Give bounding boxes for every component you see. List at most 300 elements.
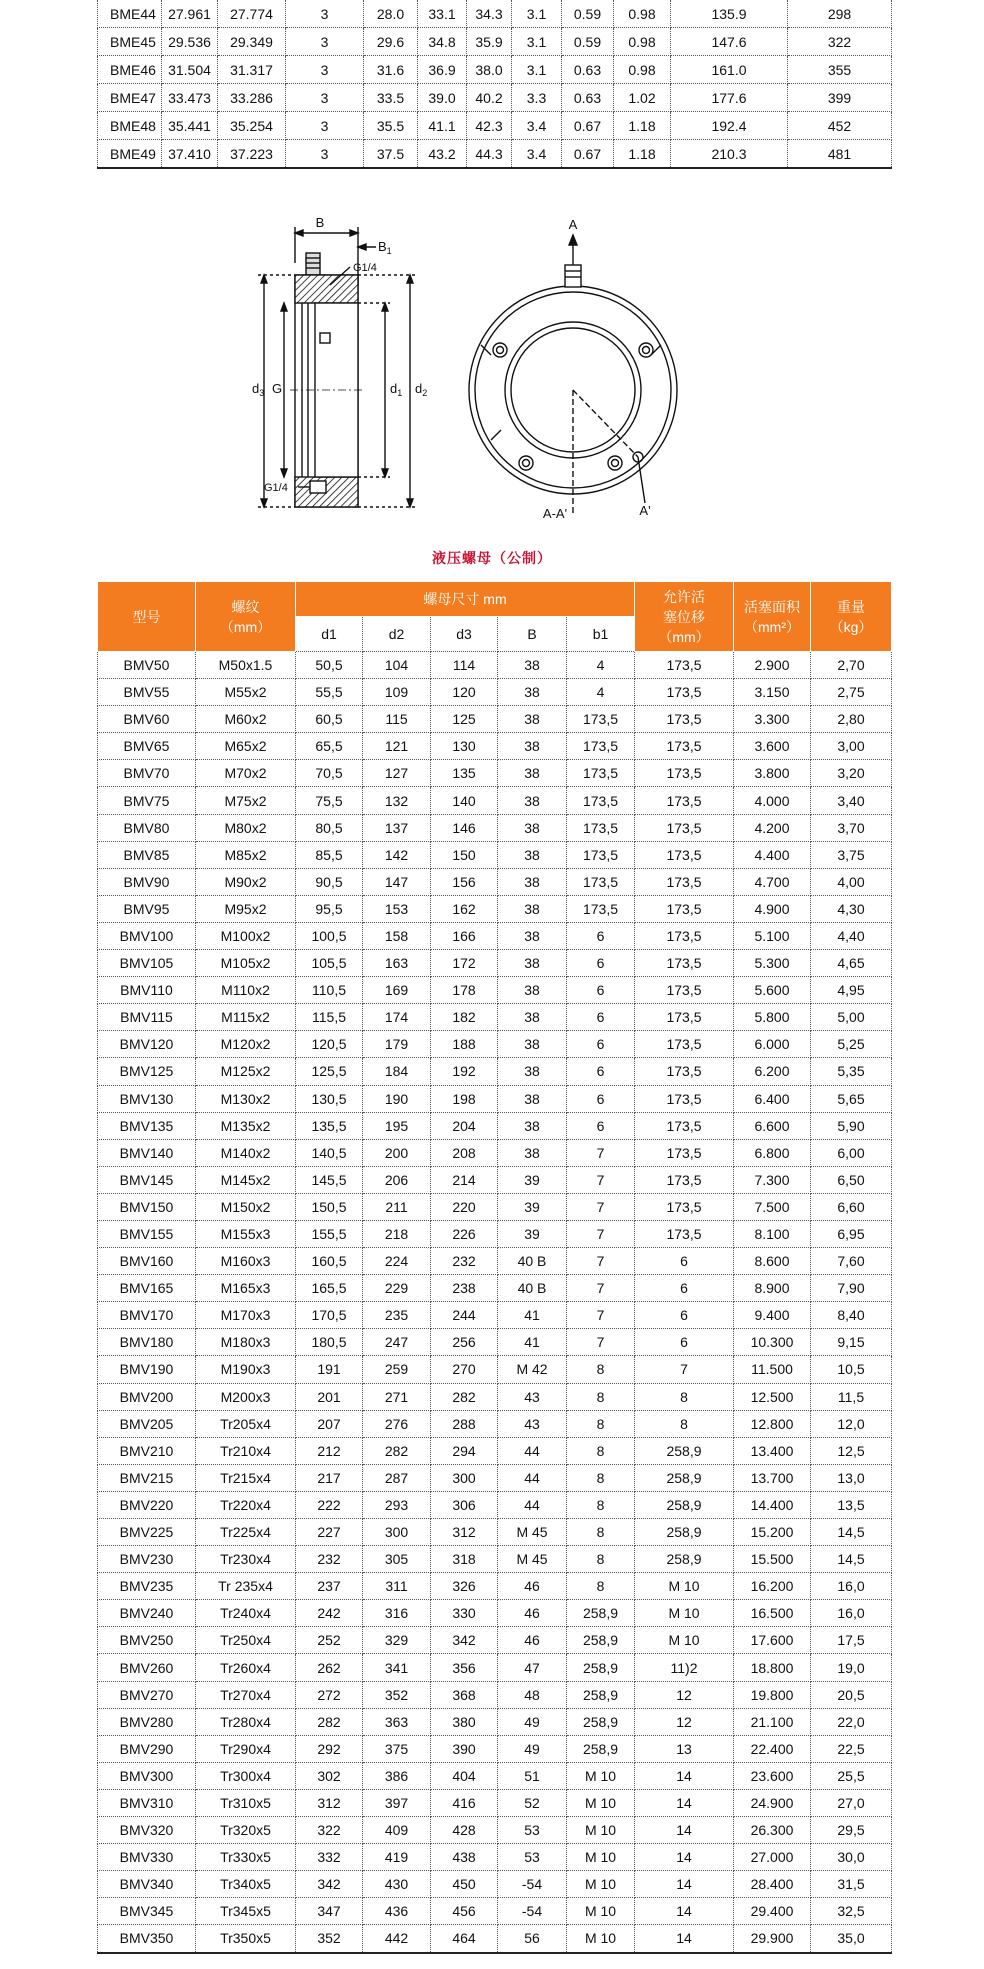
header-nut-size-group: 螺母尺寸 mm xyxy=(296,582,635,617)
value-cell: 173,5 xyxy=(635,1220,734,1247)
value-cell: 201 xyxy=(296,1383,363,1410)
value-cell: 3 xyxy=(286,28,364,56)
value-cell: 173,5 xyxy=(635,760,734,787)
value-cell: 14.400 xyxy=(734,1491,811,1518)
model-cell: BMV145 xyxy=(98,1166,196,1193)
value-cell: 3.1 xyxy=(512,0,562,28)
value-cell: 0.98 xyxy=(614,28,671,56)
value-cell: 195 xyxy=(363,1112,431,1139)
value-cell: 0.59 xyxy=(562,28,614,56)
value-cell: 7 xyxy=(567,1193,635,1220)
value-cell: 33.1 xyxy=(418,0,467,28)
value-cell: 165,5 xyxy=(296,1275,363,1302)
value-cell: 428 xyxy=(431,1817,498,1844)
value-cell: 130 xyxy=(431,733,498,760)
value-cell: 40.2 xyxy=(467,84,512,112)
value-cell: 33.286 xyxy=(218,84,286,112)
value-cell: 38 xyxy=(498,977,567,1004)
value-cell: M 42 xyxy=(498,1356,567,1383)
model-cell: BMV280 xyxy=(98,1708,196,1735)
value-cell: 4.200 xyxy=(734,814,811,841)
value-cell: 282 xyxy=(363,1437,431,1464)
value-cell: 173,5 xyxy=(635,977,734,1004)
value-cell: 38 xyxy=(498,706,567,733)
value-cell: 38 xyxy=(498,760,567,787)
value-cell: 38 xyxy=(498,1031,567,1058)
value-cell: M50x1.5 xyxy=(196,652,296,679)
value-cell: M105x2 xyxy=(196,950,296,977)
value-cell: 330 xyxy=(431,1600,498,1627)
table-row xyxy=(98,1627,892,1654)
model-cell: BMV125 xyxy=(98,1058,196,1085)
value-cell: 41.1 xyxy=(418,112,467,140)
model-cell: BMV80 xyxy=(98,814,196,841)
value-cell: 23.600 xyxy=(734,1762,811,1789)
value-cell: 7.500 xyxy=(734,1193,811,1220)
value-cell: 3,20 xyxy=(811,760,892,787)
value-cell: 35.441 xyxy=(162,112,218,140)
value-cell: Tr260x4 xyxy=(196,1654,296,1681)
value-cell: 342 xyxy=(431,1627,498,1654)
value-cell: Tr220x4 xyxy=(196,1491,296,1518)
value-cell: Tr340x5 xyxy=(196,1871,296,1898)
value-cell: 3.300 xyxy=(734,706,811,733)
value-cell: 302 xyxy=(296,1762,363,1789)
value-cell: 386 xyxy=(363,1762,431,1789)
value-cell: M160x3 xyxy=(196,1248,296,1275)
bme-table-body xyxy=(98,0,892,168)
value-cell: 282 xyxy=(296,1708,363,1735)
table-row xyxy=(98,1817,892,1844)
value-cell: 214 xyxy=(431,1166,498,1193)
value-cell: 355 xyxy=(788,56,892,84)
value-cell: 258,9 xyxy=(567,1654,635,1681)
value-cell: 13.700 xyxy=(734,1464,811,1491)
value-cell: 9.400 xyxy=(734,1302,811,1329)
value-cell: Tr230x4 xyxy=(196,1546,296,1573)
value-cell: 38 xyxy=(498,1085,567,1112)
model-cell: BMV130 xyxy=(98,1085,196,1112)
value-cell: M70x2 xyxy=(196,760,296,787)
value-cell: 5,00 xyxy=(811,1004,892,1031)
value-cell: 5.300 xyxy=(734,950,811,977)
value-cell: 0.59 xyxy=(562,0,614,28)
value-cell: 104 xyxy=(363,652,431,679)
label-g14-top: G1/4 xyxy=(353,262,377,274)
value-cell: 46 xyxy=(498,1573,567,1600)
value-cell: 258,9 xyxy=(567,1708,635,1735)
value-cell: 8 xyxy=(567,1437,635,1464)
value-cell: M 10 xyxy=(567,1871,635,1898)
value-cell: 178 xyxy=(431,977,498,1004)
value-cell: 49 xyxy=(498,1708,567,1735)
value-cell: 173,5 xyxy=(567,733,635,760)
value-cell: 190 xyxy=(363,1085,431,1112)
value-cell: 0.67 xyxy=(562,112,614,140)
value-cell: M170x3 xyxy=(196,1302,296,1329)
model-cell: BMV300 xyxy=(98,1762,196,1789)
value-cell: 173,5 xyxy=(635,787,734,814)
value-cell: 121 xyxy=(363,733,431,760)
value-cell: 8.100 xyxy=(734,1220,811,1247)
value-cell: 3 xyxy=(286,56,364,84)
value-cell: 8 xyxy=(567,1383,635,1410)
value-cell: 173,5 xyxy=(635,1004,734,1031)
value-cell: 7.300 xyxy=(734,1166,811,1193)
value-cell: 5.600 xyxy=(734,977,811,1004)
value-cell: 192 xyxy=(431,1058,498,1085)
value-cell: 137 xyxy=(363,814,431,841)
value-cell: 75,5 xyxy=(296,787,363,814)
label-B: B xyxy=(315,215,325,230)
value-cell: 6.000 xyxy=(734,1031,811,1058)
value-cell: 3.3 xyxy=(512,84,562,112)
bme-spec-table xyxy=(97,0,892,169)
value-cell: M80x2 xyxy=(196,814,296,841)
value-cell: 3 xyxy=(286,84,364,112)
value-cell: 19.800 xyxy=(734,1681,811,1708)
table-row xyxy=(98,760,892,787)
value-cell: 316 xyxy=(363,1600,431,1627)
value-cell: 7 xyxy=(567,1166,635,1193)
value-cell: 38 xyxy=(498,733,567,760)
value-cell: 34.8 xyxy=(418,28,467,56)
value-cell: 3,75 xyxy=(811,841,892,868)
value-cell: 27,0 xyxy=(811,1789,892,1816)
value-cell: 158 xyxy=(363,922,431,949)
value-cell: 6,60 xyxy=(811,1193,892,1220)
value-cell: M 10 xyxy=(567,1898,635,1925)
value-cell: 39.0 xyxy=(418,84,467,112)
value-cell: 3.600 xyxy=(734,733,811,760)
value-cell: 172 xyxy=(431,950,498,977)
table-row xyxy=(98,1139,892,1166)
value-cell: 356 xyxy=(431,1654,498,1681)
value-cell: 332 xyxy=(296,1844,363,1871)
table-row xyxy=(98,1356,892,1383)
value-cell: 5,90 xyxy=(811,1112,892,1139)
value-cell: 125,5 xyxy=(296,1058,363,1085)
table-row xyxy=(98,1654,892,1681)
value-cell: 22,0 xyxy=(811,1708,892,1735)
value-cell: 31.317 xyxy=(218,56,286,84)
value-cell: 100,5 xyxy=(296,922,363,949)
value-cell: 70,5 xyxy=(296,760,363,787)
value-cell: 26.300 xyxy=(734,1817,811,1844)
value-cell: 50,5 xyxy=(296,652,363,679)
value-cell: 14 xyxy=(635,1844,734,1871)
value-cell: M 10 xyxy=(567,1925,635,1953)
model-cell: BMV340 xyxy=(98,1871,196,1898)
value-cell: 8 xyxy=(567,1410,635,1437)
value-cell: 300 xyxy=(431,1464,498,1491)
value-cell: 135.9 xyxy=(671,0,788,28)
value-cell: 208 xyxy=(431,1139,498,1166)
value-cell: 38 xyxy=(498,922,567,949)
value-cell: 3,40 xyxy=(811,787,892,814)
model-cell: BMV345 xyxy=(98,1898,196,1925)
value-cell: 6 xyxy=(567,1112,635,1139)
value-cell: 341 xyxy=(363,1654,431,1681)
value-cell: 114 xyxy=(431,652,498,679)
table-row xyxy=(98,1329,892,1356)
value-cell: 8,40 xyxy=(811,1302,892,1329)
value-cell: M110x2 xyxy=(196,977,296,1004)
value-cell: 218 xyxy=(363,1220,431,1247)
value-cell: 258,9 xyxy=(635,1546,734,1573)
value-cell: 6,00 xyxy=(811,1139,892,1166)
header-piston-area: 活塞面积 （mm²） xyxy=(734,582,811,652)
value-cell: 5,65 xyxy=(811,1085,892,1112)
value-cell: M65x2 xyxy=(196,733,296,760)
value-cell: 16,0 xyxy=(811,1600,892,1627)
model-cell: BMV135 xyxy=(98,1112,196,1139)
bmv-spec-table xyxy=(97,581,892,1954)
label-d1: $d_1$ xyxy=(390,381,403,398)
value-cell: 4,30 xyxy=(811,895,892,922)
value-cell: 14 xyxy=(635,1789,734,1816)
value-cell: 8 xyxy=(567,1356,635,1383)
value-cell: 140,5 xyxy=(296,1139,363,1166)
value-cell: 2,70 xyxy=(811,652,892,679)
value-cell: 322 xyxy=(788,28,892,56)
value-cell: 40 B xyxy=(498,1275,567,1302)
value-cell: 3,70 xyxy=(811,814,892,841)
value-cell: 38 xyxy=(498,895,567,922)
value-cell: 1.18 xyxy=(614,112,671,140)
model-cell: BME44 xyxy=(98,0,162,28)
value-cell: 145,5 xyxy=(296,1166,363,1193)
header-model: 型号 xyxy=(98,582,196,652)
value-cell: 6 xyxy=(635,1302,734,1329)
value-cell: 173,5 xyxy=(635,1031,734,1058)
model-cell: BMV140 xyxy=(98,1139,196,1166)
value-cell: 220 xyxy=(431,1193,498,1220)
value-cell: 6.800 xyxy=(734,1139,811,1166)
value-cell: 32,5 xyxy=(811,1898,892,1925)
value-cell: 305 xyxy=(363,1546,431,1573)
value-cell: 173,5 xyxy=(635,733,734,760)
value-cell: 105,5 xyxy=(296,950,363,977)
value-cell: 229 xyxy=(363,1275,431,1302)
value-cell: 65,5 xyxy=(296,733,363,760)
value-cell: 31.504 xyxy=(162,56,218,84)
value-cell: 173,5 xyxy=(635,841,734,868)
value-cell: 38 xyxy=(498,1112,567,1139)
value-cell: 38 xyxy=(498,679,567,706)
value-cell: 174 xyxy=(363,1004,431,1031)
table-row xyxy=(98,1302,892,1329)
value-cell: 258,9 xyxy=(635,1519,734,1546)
value-cell: 17,5 xyxy=(811,1627,892,1654)
table-row xyxy=(98,1600,892,1627)
value-cell: 2,80 xyxy=(811,706,892,733)
value-cell: M120x2 xyxy=(196,1031,296,1058)
value-cell: 173,5 xyxy=(635,1085,734,1112)
value-cell: 14,5 xyxy=(811,1519,892,1546)
value-cell: 42.3 xyxy=(467,112,512,140)
value-cell: Tr330x5 xyxy=(196,1844,296,1871)
table-row xyxy=(98,706,892,733)
label-g14-bottom: G1/4 xyxy=(264,482,288,494)
value-cell: 292 xyxy=(296,1735,363,1762)
value-cell: 16.200 xyxy=(734,1573,811,1600)
value-cell: 38 xyxy=(498,814,567,841)
value-cell: 120,5 xyxy=(296,1031,363,1058)
value-cell: 282 xyxy=(431,1383,498,1410)
value-cell: 198 xyxy=(431,1085,498,1112)
value-cell: 21.100 xyxy=(734,1708,811,1735)
value-cell: 306 xyxy=(431,1491,498,1518)
value-cell: 173,5 xyxy=(567,787,635,814)
label-A-prime: A' xyxy=(639,503,651,518)
value-cell: 24.900 xyxy=(734,1789,811,1816)
value-cell: 60,5 xyxy=(296,706,363,733)
value-cell: 43 xyxy=(498,1383,567,1410)
value-cell: 35,0 xyxy=(811,1925,892,1953)
value-cell: 294 xyxy=(431,1437,498,1464)
value-cell: 173,5 xyxy=(635,652,734,679)
table-row xyxy=(98,1112,892,1139)
value-cell: 318 xyxy=(431,1546,498,1573)
value-cell: Tr225x4 xyxy=(196,1519,296,1546)
value-cell: 4,40 xyxy=(811,922,892,949)
value-cell: 4,65 xyxy=(811,950,892,977)
value-cell: 8 xyxy=(567,1519,635,1546)
model-cell: BMV95 xyxy=(98,895,196,922)
value-cell: 29.349 xyxy=(218,28,286,56)
table-row xyxy=(98,84,892,112)
value-cell: 3 xyxy=(286,140,364,169)
value-cell: M 10 xyxy=(567,1817,635,1844)
value-cell: 13,5 xyxy=(811,1491,892,1518)
value-cell: 4 xyxy=(567,679,635,706)
value-cell: 29.400 xyxy=(734,1898,811,1925)
value-cell: Tr300x4 xyxy=(196,1762,296,1789)
header-piston-stroke: 允许活 塞位移 （mm） xyxy=(635,582,734,652)
value-cell: 481 xyxy=(788,140,892,169)
value-cell: 7 xyxy=(567,1275,635,1302)
value-cell: -54 xyxy=(498,1871,567,1898)
label-G: G xyxy=(272,381,283,396)
value-cell: 115 xyxy=(363,706,431,733)
table-row xyxy=(98,841,892,868)
table-row xyxy=(98,1871,892,1898)
value-cell: 140 xyxy=(431,787,498,814)
value-cell: Tr280x4 xyxy=(196,1708,296,1735)
value-cell: M150x2 xyxy=(196,1193,296,1220)
value-cell: M190x3 xyxy=(196,1356,296,1383)
value-cell: 4,95 xyxy=(811,977,892,1004)
table-row xyxy=(98,1925,892,1953)
value-cell: 326 xyxy=(431,1573,498,1600)
nut-front-view-drawing xyxy=(455,215,695,525)
value-cell: 147 xyxy=(363,868,431,895)
value-cell: 173,5 xyxy=(635,1112,734,1139)
table-row xyxy=(98,28,892,56)
value-cell: 37.223 xyxy=(218,140,286,169)
model-cell: BMV225 xyxy=(98,1519,196,1546)
value-cell: M140x2 xyxy=(196,1139,296,1166)
value-cell: 3.4 xyxy=(512,112,562,140)
model-cell: BMV65 xyxy=(98,733,196,760)
value-cell: Tr240x4 xyxy=(196,1600,296,1627)
value-cell: 3 xyxy=(286,112,364,140)
value-cell: 287 xyxy=(363,1464,431,1491)
value-cell: 4,00 xyxy=(811,868,892,895)
value-cell: 4.400 xyxy=(734,841,811,868)
table-row xyxy=(98,1708,892,1735)
value-cell: 227 xyxy=(296,1519,363,1546)
value-cell: 35.5 xyxy=(364,112,418,140)
value-cell: 244 xyxy=(431,1302,498,1329)
value-cell: 156 xyxy=(431,868,498,895)
value-cell: 258,9 xyxy=(567,1627,635,1654)
value-cell: Tr345x5 xyxy=(196,1898,296,1925)
value-cell: -54 xyxy=(498,1898,567,1925)
model-cell: BME45 xyxy=(98,28,162,56)
value-cell: 12,0 xyxy=(811,1410,892,1437)
table-row xyxy=(98,56,892,84)
value-cell: 272 xyxy=(296,1681,363,1708)
table-row xyxy=(98,1004,892,1031)
value-cell: 368 xyxy=(431,1681,498,1708)
value-cell: 6.400 xyxy=(734,1085,811,1112)
value-cell: 188 xyxy=(431,1031,498,1058)
value-cell: 293 xyxy=(363,1491,431,1518)
value-cell: 30,0 xyxy=(811,1844,892,1871)
value-cell: 3.150 xyxy=(734,679,811,706)
value-cell: 44 xyxy=(498,1464,567,1491)
value-cell: 182 xyxy=(431,1004,498,1031)
value-cell: M 10 xyxy=(635,1600,734,1627)
value-cell: 416 xyxy=(431,1789,498,1816)
value-cell: 39 xyxy=(498,1220,567,1247)
value-cell: 169 xyxy=(363,977,431,1004)
value-cell: 115,5 xyxy=(296,1004,363,1031)
value-cell: 0.63 xyxy=(562,56,614,84)
value-cell: 298 xyxy=(788,0,892,28)
model-cell: BMV170 xyxy=(98,1302,196,1329)
value-cell: 211 xyxy=(363,1193,431,1220)
value-cell: 130,5 xyxy=(296,1085,363,1112)
model-cell: BMV60 xyxy=(98,706,196,733)
value-cell: 14 xyxy=(635,1898,734,1925)
label-B1: $B_1$ xyxy=(378,239,392,256)
value-cell: 14,5 xyxy=(811,1546,892,1573)
value-cell: 204 xyxy=(431,1112,498,1139)
value-cell: 276 xyxy=(363,1410,431,1437)
model-cell: BMV190 xyxy=(98,1356,196,1383)
value-cell: 17.600 xyxy=(734,1627,811,1654)
value-cell: 135,5 xyxy=(296,1112,363,1139)
value-cell: 29.536 xyxy=(162,28,218,56)
value-cell: 80,5 xyxy=(296,814,363,841)
value-cell: 207 xyxy=(296,1410,363,1437)
value-cell: 28.400 xyxy=(734,1871,811,1898)
value-cell: 22,5 xyxy=(811,1735,892,1762)
value-cell: 27.961 xyxy=(162,0,218,28)
label-d3: $d_3$ xyxy=(252,381,265,398)
value-cell: Tr350x5 xyxy=(196,1925,296,1953)
value-cell: Tr320x5 xyxy=(196,1817,296,1844)
value-cell: 4.900 xyxy=(734,895,811,922)
value-cell: 419 xyxy=(363,1844,431,1871)
value-cell: 29,5 xyxy=(811,1817,892,1844)
model-cell: BMV220 xyxy=(98,1491,196,1518)
value-cell: 173,5 xyxy=(567,814,635,841)
value-cell: Tr 235x4 xyxy=(196,1573,296,1600)
